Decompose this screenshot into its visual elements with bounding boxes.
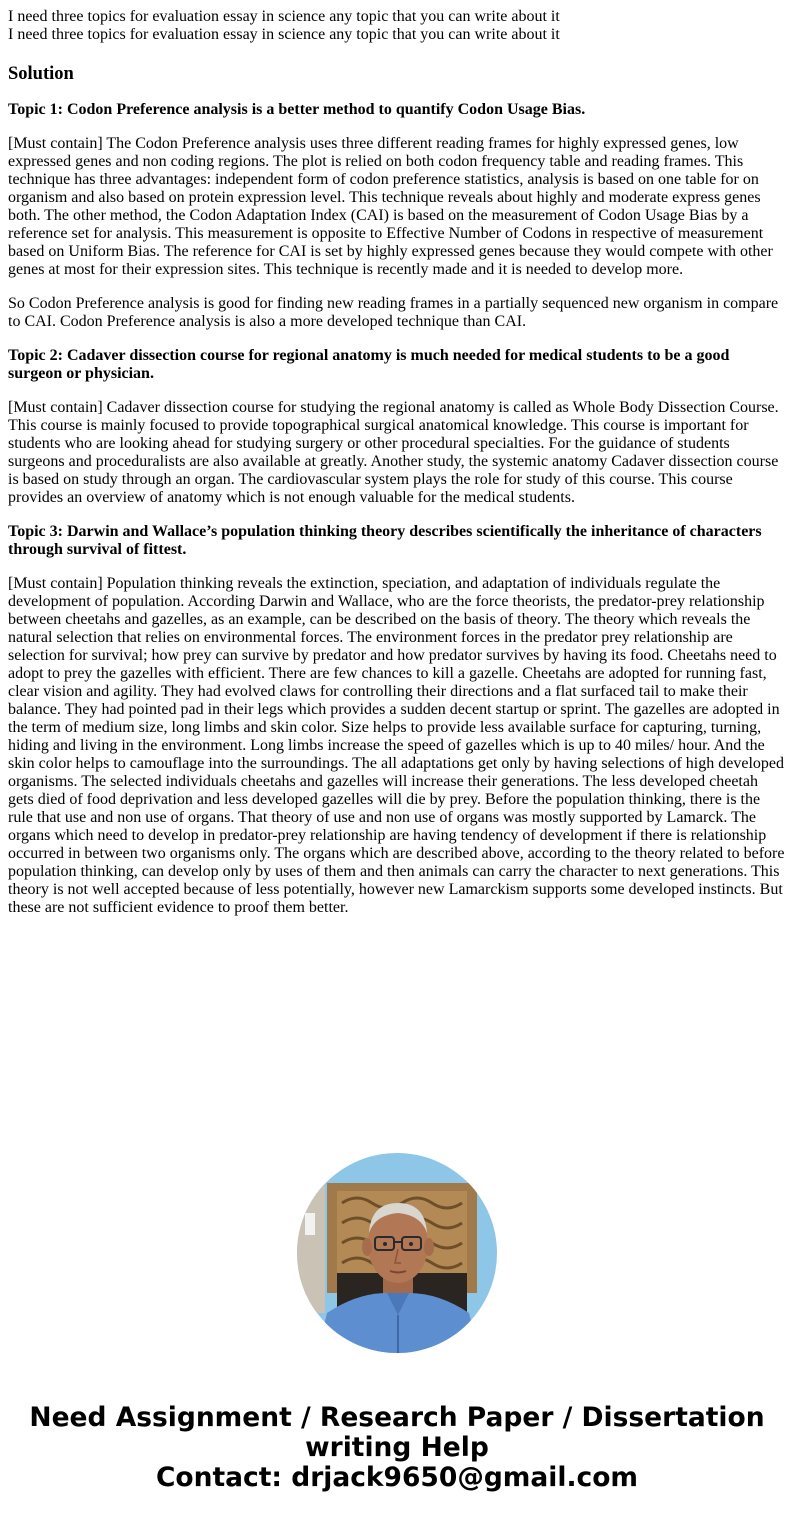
banner-line-2: writing Help (305, 1432, 489, 1463)
topic-2-paragraph-1: [Must contain] Cadaver dissection course for studying the regional anatomy is called as Whole Body Dissection Course. This course is mainly focused to provide topographical surgical anatomical knowledge. This course is important for students who are looking ahead for studying surgery or other procedural specialties. For the guidance of students surgeons and proceduralists are also available at greatly. Another study, the systemic anatomy Cadaver dissection course is based on study through an organ. The cardiovascular system plays the role for study of this course. This course provides an overview of anatomy which is not enough valuable for the medical students. (8, 399, 779, 506)
banner-line-1: Need Assignment / Research Paper / Dissertation (29, 1402, 765, 1433)
topic-1-title: Topic 1: Codon Preference analysis is a better method to quantify Codon Usage Bias. (8, 101, 586, 118)
question-text-repeat: I need three topics for evaluation essay in science any topic that you can write about it (8, 26, 560, 43)
person-photo-icon (297, 1153, 497, 1353)
document-body (8, 8, 786, 917)
topic-2-title: Topic 2: Cadaver dissection course for regional anatomy is much needed for medical students to be a good surgeon or physician. (8, 347, 730, 382)
solution-heading: Solution (8, 64, 74, 84)
question-text: I need three topics for evaluation essay in science any topic that you can write about it (8, 8, 560, 25)
topic-1-paragraph-1: [Must contain] The Codon Preference analysis uses three different reading frames for highly expressed genes, low expressed genes and non coding regions. The plot is relied on both codon frequency table and reading frames. This technique has three advantages: independent form of codon preference statistics, analysis is based on one table for on organism and also based on protein expression level. This technique reveals about highly and moderate express genes both. The other method, the Codon Adaptation Index (CAI) is based on the measurement of Codon Usage Bias by a reference set for analysis. This measurement is opposite to Effective Number of Codons in respective of measurement based on Uniform Bias. The reference for CAI is set by highly expressed genes because they would compete with other genes at most for their expression sites. This technique is recently made and it is needed to develop more. (8, 135, 773, 278)
author-avatar (297, 1153, 497, 1353)
assignment-help-banner (0, 1403, 794, 1493)
topic-1-paragraph-2: So Codon Preference analysis is good for finding new reading frames in a partially sequenced new organism in compare to CAI. Codon Preference analysis is also a more developed technique than CAI. (8, 295, 779, 330)
topic-3-title: Topic 3: Darwin and Wallace’s population thinking theory describes scientifically the inheritance of characters through survival of fittest. (8, 523, 762, 558)
topic-3-paragraph-1: [Must contain] Population thinking reveals the extinction, speciation, and adaptation of individuals regulate the development of population. According Darwin and Wallace, who are the force theorists, the predator-prey relationship between cheetahs and gazelles, as an example, can be described on the basis of theory. The theory which reveals the natural selection that relies on environmental forces. The environment forces in the predator prey relationship are selection for survival; how prey can survive by predator and how predator survives by having its food. Cheetahs need to adopt to prey the gazelles with efficient. There are few chances to kill a gazelle. Cheetahs are adopted for running fast, clear vision and agility. They had evolved claws for controlling their directions and a flat surfaced tail to make their balance. They had pointed pad in their legs which provides a sudden decent startup or sprint. The gazelles are adopted in the term of medium size, long limbs and skin color. Size helps to provide less available surface for capturing, turning, hiding and living in the environment. Long limbs increase the speed of gazelles which is up to 40 miles/ hour. And the skin color helps to camouflage into the surroundings. The all adaptations get only by having selections of high developed organisms. The selected individuals cheetahs and gazelles will increase their generations. The less developed cheetah gets died of food deprivation and less developed gazelles will die by prey. Before the population thinking, there is the rule that use and non use of organs. That theory of use and non use of organs was mostly supported by Lamarck. The organs which need to develop in predator-prey relationship are having tendency of development if there is relationship occurred in between two organisms only. The organs which are described above, according to the theory related to before population thinking, can develop only by uses of them and then animals can carry the character to next generations. This theory is not well accepted because of less potentially, however new Lamarckism supports some developed instincts. But these are not sufficient evidence to proof them better. (8, 575, 785, 916)
contact-email: Contact: drjack9650@gmail.com (155, 1462, 639, 1493)
